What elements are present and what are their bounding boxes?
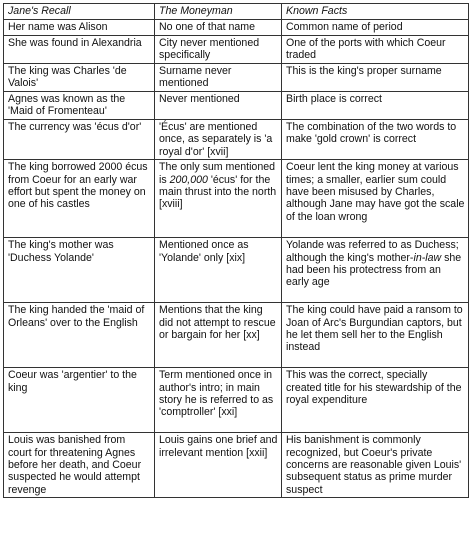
table-cell: The king handed the 'maid of Orleans' over to the English — [4, 303, 155, 368]
table-row — [4, 64, 469, 92]
table-cell: No one of that name — [155, 20, 282, 36]
table-cell: Surname never mentioned — [155, 64, 282, 92]
table-cell: The king's mother was 'Duchess Yolande' — [4, 238, 155, 303]
table-cell: The currency was 'écus d'or' — [4, 120, 155, 160]
table-cell: One of the ports with which Coeur traded — [282, 36, 469, 64]
header-janes-recall: Jane's Recall — [4, 4, 155, 20]
table-cell: Louis was banished from court for threatening Agnes before her death, and Coeur suspected he would attempt revenge — [4, 433, 155, 498]
table-cell: His banishment is commonly recognized, but Coeur's private concerns are reasonable given Louis' subsequent status as prime murder suspect — [282, 433, 469, 498]
table-row — [4, 120, 469, 160]
table-row — [4, 303, 469, 368]
table-cell: Mentions that the king did not attempt to rescue or bargain for her [xx] — [155, 303, 282, 368]
table-cell: This was the correct, specially created title for his stewardship of the royal expenditure — [282, 368, 469, 433]
table-cell: Yolande was referred to as Duchess; although the king's mother-in-law she had been his protectress from an early age — [282, 238, 469, 303]
header-known-facts: Known Facts — [282, 4, 469, 20]
table-cell: Mentioned once as 'Yolande' only [xix] — [155, 238, 282, 303]
table-cell: Common name of period — [282, 20, 469, 36]
table-row — [4, 36, 469, 64]
table-cell: Never mentioned — [155, 92, 282, 120]
table-cell: The only sum mentioned is 200,000 'écus' for the main thrust into the north [xviii] — [155, 160, 282, 238]
header-row — [4, 4, 469, 20]
emphasis-text: in-law — [413, 251, 442, 264]
header-the-moneyman: The Moneyman — [155, 4, 282, 20]
table-row — [4, 160, 469, 238]
table-row — [4, 433, 469, 498]
table-cell: Coeur lent the king money at various times; a smaller, earlier sum could have been misused by Charles, although Jane may have got the scale of the loan wrong — [282, 160, 469, 238]
table-cell: Her name was Alison — [4, 20, 155, 36]
emphasis-text: 200,000 — [169, 173, 208, 186]
table-cell: Term mentioned once in author's intro; in main story he is referred to as 'comptroller' [xxi] — [155, 368, 282, 433]
table-cell: This is the king's proper surname — [282, 64, 469, 92]
table-cell: Agnes was known as the 'Maid of Fromenteau' — [4, 92, 155, 120]
table-cell: Coeur was 'argentier' to the king — [4, 368, 155, 433]
table-row — [4, 92, 469, 120]
table-cell: The king was Charles 'de Valois' — [4, 64, 155, 92]
table-cell: Louis gains one brief and irrelevant mention [xxii] — [155, 433, 282, 498]
table-row — [4, 20, 469, 36]
table-cell: The king borrowed 2000 écus from Coeur for an early war effort but spent the money on one of his castles — [4, 160, 155, 238]
comparison-table — [3, 3, 469, 498]
table-cell: She was found in Alexandria — [4, 36, 155, 64]
table-cell: The king could have paid a ransom to Joan of Arc's Burgundian captors, but he let them sell her to the English instead — [282, 303, 469, 368]
table-cell: The combination of the two words to make 'gold crown' is correct — [282, 120, 469, 160]
table-cell: 'Écus' are mentioned once, as separately is 'a royal d'or' [xvii] — [155, 120, 282, 160]
table-cell: City never mentioned specifically — [155, 36, 282, 64]
table-cell: Birth place is correct — [282, 92, 469, 120]
table-row — [4, 368, 469, 433]
table-row — [4, 238, 469, 303]
